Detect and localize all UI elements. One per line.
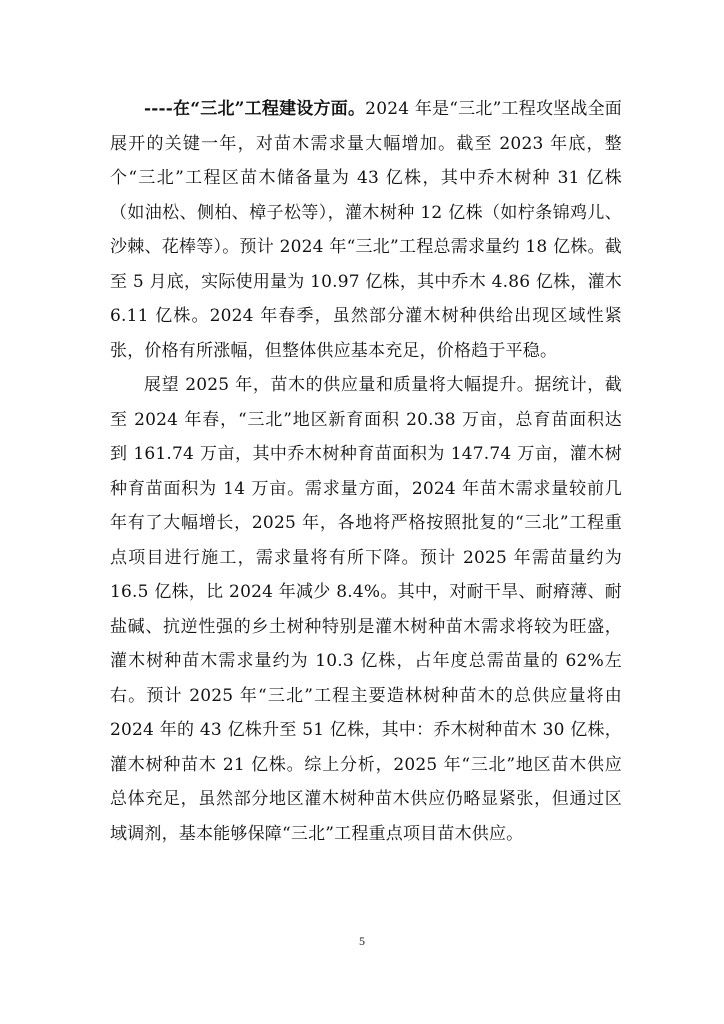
paragraph-text: 2024 年是“三北”工程攻坚战全面展开的关键一年，对苗木需求量大幅增加。截至 2023 年底，整个“三北”工程区苗木储备量为 43 亿株，其中乔木树种 31 亿株（如油松、侧柏、樟子松等），灌木树种 12 亿株（如柠条锦鸡儿、沙棘、花棒等）。预计 2024 年“三北”工程总需求量约 18 亿株。截至 5 月底，实际使用量为 10.97 亿株，其中乔木 4.86 亿株，灌木 6.11 亿株。2024 年春季，虽然部分灌木树种供给出现区域性紧张，价格有所涨幅，但整体供应基本充足，价格趋于平稳。 [110,99,623,361]
paragraph-lead-heading: ----在“三北”工程建设方面。 [144,99,366,119]
page-number: 5 [359,934,365,948]
paragraph-sanbei-construction [110,92,622,368]
paragraph-outlook-2025 [110,368,622,851]
paragraph-text: 展望 2025 年，苗木的供应量和质量将大幅提升。据统计，截至 2024 年春，“三北”地区新育面积 20.38 万亩，总育苗面积达到 161.74 万亩，其中乔木树种育苗面积为 147.74 万亩，灌木树种育苗面积为 14 万亩。需求量方面，2024 年苗木需求量较前几年有了大幅增长，2025 年，各地将严格按照批复的“三北”工程重点项目进行施工，需求量将有所下降。预计 2025 年需苗量约为 16.5 亿株，比 2024 年减少 8.4%。其中，对耐干旱、耐瘠薄、耐盐碱、抗逆性强的乡土树种特别是灌木树种苗木需求将较为旺盛，灌木树种苗木需求量约为 10.3 亿株，占年度总需苗量的 62%左右。预计 2025 年“三北”工程主要造林树种苗木的总供应量将由 2024 年的 43 亿株升至 51 亿株，其中：乔木树种苗木 30 亿株，灌木树种苗木 21 亿株。综上分析，2025 年“三北”地区苗木供应总体充足，虽然部分地区灌木树种苗木供应仍略显紧张，但通过区域调剂，基本能够保障“三北”工程重点项目苗木供应。 [110,375,622,844]
document-body [110,92,622,851]
